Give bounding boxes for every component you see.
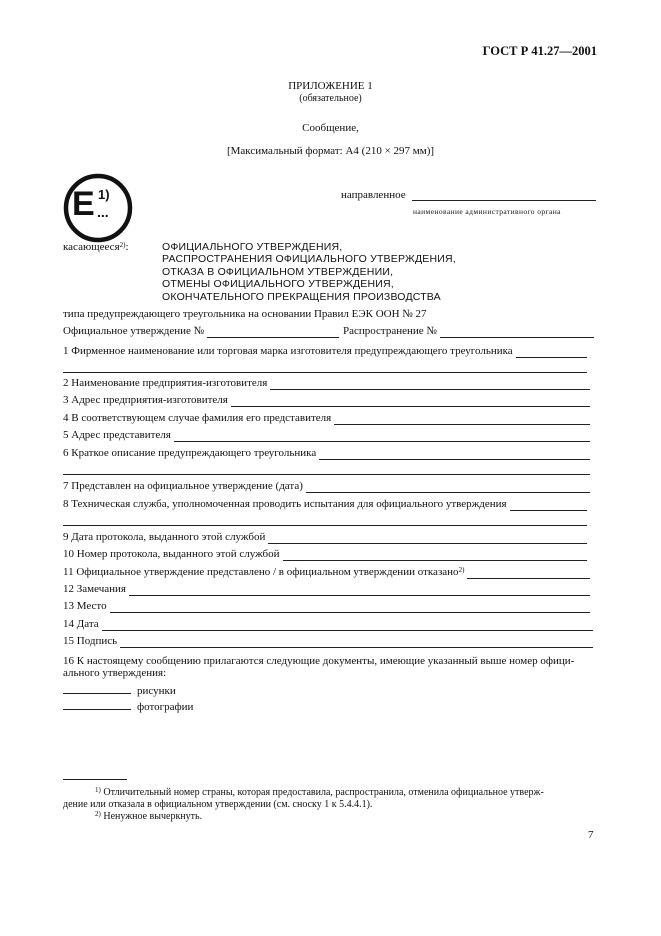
field-6-description[interactable]: 6 Краткое описание предупреждающего треугольника [63,447,590,460]
field-10-report-number[interactable]: 10 Номер протокола, выданного этой службой [63,548,587,561]
message-label: Сообщение, [302,122,359,134]
option-discontinued: ОКОНЧАТЕЛЬНОГО ПРЕКРАЩЕНИЯ ПРОИЗВОДСТВА [162,290,441,303]
footnote-1-line-2: дение или отказала в официальном утверждении (см. сноску 1 к 5.4.4.1). [63,799,373,810]
option-extension: РАСПРОСТРАНЕНИЯ ОФИЦИАЛЬНОГО УТВЕРЖДЕНИЯ, [162,253,456,266]
approval-mark [63,173,133,243]
appendix-title: ПРИЛОЖЕНИЕ 1 [288,80,373,92]
field-9-report-date[interactable]: 9 Дата протокола, выданного этой службой [63,531,587,544]
option-refusal: ОТКАЗА В ОФИЦИАЛЬНОМ УТВЕРЖДЕНИИ, [162,265,394,278]
photos-count-blank[interactable] [63,699,131,710]
field-15-signature[interactable]: 15 Подпись [63,635,593,648]
sent-label: направленное [341,189,406,201]
field-7-submission-date[interactable]: 7 Представлен на официальное утверждение (дата) [63,480,590,493]
field-11-approval-status[interactable]: 11 Официальное утверждение представлено / в официальном утверждении отказано $^{2)}$ [63,566,590,579]
attachment-photos[interactable]: фотографии [63,699,193,714]
concerning-label: касающееся$^{2)}$: [63,241,129,253]
authority-name-line[interactable] [412,200,596,201]
standard-code: ГОСТ Р 41.27—2001 [482,44,597,58]
drawings-count-blank[interactable] [63,683,131,694]
field-12-remarks[interactable]: 12 Замечания [63,583,590,596]
page-number: 7 [588,829,594,841]
extension-number-field[interactable]: Распространение № [343,325,594,338]
field-5-representative-address[interactable]: 5 Адрес представителя [63,429,590,442]
field-14-date[interactable]: 14 Дата [63,618,593,631]
option-approval: ОФИЦИАЛЬНОГО УТВЕРЖДЕНИЯ, [162,241,343,253]
field-13-place[interactable]: 13 Место [63,600,590,613]
footnote-separator [63,779,127,780]
approval-number-field[interactable]: Официальное утверждение № [63,325,339,338]
footnote-1-line-1: $^{1)}$ Отличительный номер страны, которая предоставила, распространила, отменила официальное утверж- [95,786,544,798]
mark-letter: E [72,185,95,223]
concerning-options [162,241,456,303]
format-note: [Максимальный формат: А4 (210 × 297 мм)] [226,145,435,157]
field-6-continuation-line[interactable] [63,474,590,475]
field-2-manufacturer-name[interactable]: 2 Наименование предприятия-изготовителя [63,377,590,390]
mark-dots: ... [97,204,109,220]
item-16-line-2: ального утверждения: [63,667,167,679]
field-1-continuation-line[interactable] [63,372,587,373]
field-8-technical-service[interactable]: 8 Техническая служба, уполномоченная проводить испытания для официального утверждения [63,498,587,511]
item-16-line-1: 16 К настоящему сообщению прилагаются следующие документы, имеющие указанный выше номер офици- [63,655,575,667]
footnote-2: $^{2)}$ Ненужное вычеркнуть. [95,810,203,822]
field-8-continuation-line[interactable] [63,525,587,526]
mark-superscript: 1) [98,187,110,202]
field-3-manufacturer-address[interactable]: 3 Адрес предприятия-изготовителя [63,394,590,407]
attachment-drawings[interactable]: рисунки [63,683,176,698]
field-1-manufacturer-trade-name[interactable]: 1 Фирменное наименование или торговая марка изготовителя предупреждающего треугольника [63,345,587,358]
authority-caption: наименование административного органа [413,207,561,216]
field-4-representative-name[interactable]: 4 В соответствующем случае фамилия его представителя [63,412,590,425]
basis-line: типа предупреждающего треугольника на основании Правил ЕЭК ООН № 27 [63,308,427,320]
appendix-status: (обязательное) [299,93,362,104]
option-withdrawal: ОТМЕНЫ ОФИЦИАЛЬНОГО УТВЕРЖДЕНИЯ, [162,278,394,291]
